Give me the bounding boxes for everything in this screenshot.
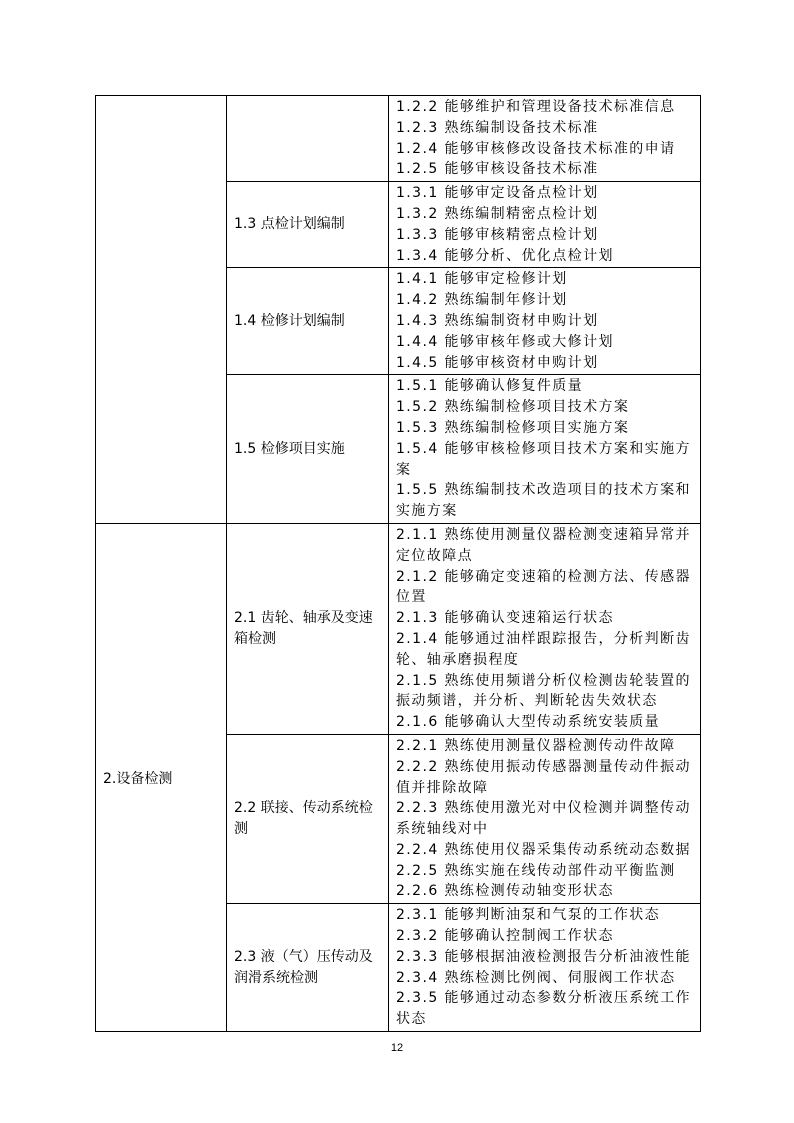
list-item: 2.2.6 熟练检测传动轴变形状态: [396, 883, 614, 900]
task-cell: 1.5 检修项目实施: [227, 375, 389, 524]
items-cell: [389, 904, 701, 1032]
items-cell: [389, 523, 701, 734]
section-cell-1: [96, 96, 227, 524]
competency-table: [95, 95, 701, 1032]
list-item: 2.1.1 熟练使用测量仪器检测变速箱异常并定位故障点: [396, 526, 691, 564]
table-row: [96, 523, 701, 734]
task-cell: 2.3 液（气）压传动及润滑系统检测: [227, 904, 389, 1032]
list-item: 2.1.3 能够确认变速箱运行状态: [396, 610, 614, 627]
list-item: 2.3.3 能够根据油液检测报告分析油液性能: [396, 948, 691, 965]
list-item: 2.3.5 能够通过动态参数分析液压系统工作状态: [396, 990, 691, 1028]
list-item: 1.5.2 熟练编制检修项目技术方案: [396, 399, 630, 416]
list-item: 1.4.3 熟练编制资材申购计划: [396, 312, 599, 329]
list-item: 1.2.4 能够审核修改设备技术标准的申请: [396, 140, 676, 157]
task-cell: 2.1 齿轮、轴承及变速箱检测: [227, 523, 389, 734]
list-item: 1.2.3 熟练编制设备技术标准: [396, 119, 599, 136]
list-item: 2.1.2 能够确定变速箱的检测方法、传感器位置: [396, 568, 691, 606]
list-item: 1.5.4 能够审核检修项目技术方案和实施方案: [396, 440, 691, 478]
list-item: 2.1.5 熟练使用频谱分析仪检测齿轮装置的振动频谱，并分析、判断轮齿失效状态: [396, 672, 691, 710]
items-cell: [389, 96, 701, 182]
list-item: 1.4.5 能够审核资材申购计划: [396, 354, 599, 371]
list-item: 1.4.2 熟练编制年修计划: [396, 292, 568, 309]
list-item: 1.2.5 能够审核设备技术标准: [396, 161, 599, 178]
section-cell-2: 2.设备检测: [96, 523, 227, 1031]
list-item: 1.5.3 熟练编制检修项目实施方案: [396, 419, 630, 436]
list-item: 2.2.2 熟练使用振动传感器测量传动件振动值并排除故障: [396, 758, 691, 796]
task-cell: 2.2 联接、传动系统检测: [227, 734, 389, 903]
list-item: 2.3.1 能够判断油泵和气泵的工作状态: [396, 907, 661, 924]
list-item: 1.3.3 能够审核精密点检计划: [396, 226, 599, 243]
items-cell: [389, 182, 701, 268]
list-item: 1.5.1 能够确认修复件质量: [396, 378, 584, 395]
list-item: 2.3.4 熟练检测比例阀、伺服阀工作状态: [396, 969, 676, 986]
list-item: 1.5.5 熟练编制技术改造项目的技术方案和实施方案: [396, 482, 691, 520]
task-cell: 1.3 点检计划编制: [227, 182, 389, 268]
list-item: 2.2.1 熟练使用测量仪器检测传动件故障: [396, 737, 676, 754]
list-item: 1.3.4 能够分析、优化点检计划: [396, 247, 614, 264]
list-item: 1.3.2 熟练编制精密点检计划: [396, 205, 599, 222]
list-item: 2.1.6 能够确认大型传动系统安装质量: [396, 714, 661, 731]
list-item: 2.3.2 能够确认控制阀工作状态: [396, 928, 614, 945]
items-cell: [389, 268, 701, 375]
list-item: 1.4.1 能够审定检修计划: [396, 271, 568, 288]
items-cell: [389, 375, 701, 524]
items-cell: [389, 734, 701, 903]
list-item: 2.2.4 熟练使用仪器采集传动系统动态数据: [396, 841, 691, 858]
list-item: 2.2.5 熟练实施在线传动部件动平衡监测: [396, 862, 676, 879]
table-row: [96, 96, 701, 182]
task-cell: [227, 96, 389, 182]
page-number: 12: [390, 1042, 404, 1054]
list-item: 1.2.2 能够维护和管理设备技术标准信息: [396, 99, 676, 115]
list-item: 1.3.1 能够审定设备点检计划: [396, 185, 599, 202]
list-item: 2.2.3 熟练使用激光对中仪检测并调整传动系统轴线对中: [396, 800, 691, 838]
task-cell: 1.4 检修计划编制: [227, 268, 389, 375]
list-item: 1.4.4 能够审核年修或大修计划: [396, 333, 614, 350]
list-item: 2.1.4 能够通过油样跟踪报告，分析判断齿轮、轴承磨损程度: [396, 630, 691, 668]
